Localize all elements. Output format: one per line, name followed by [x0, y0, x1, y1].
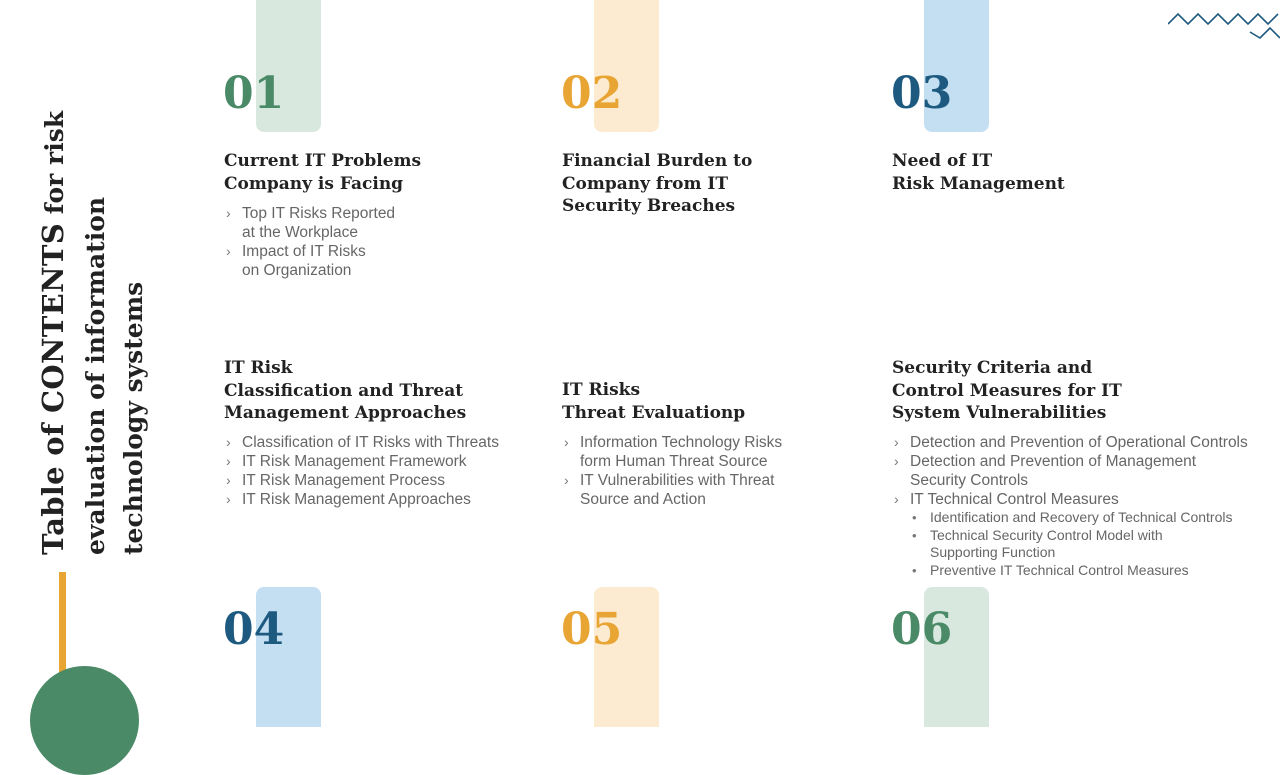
- section-list-5: [562, 433, 862, 509]
- section-heading-2: Financial Burden to Company from IT Security Breaches: [562, 151, 753, 216]
- list-item: › IT Technical Control Measures • Identification and Recovery of Technical Controls • Technical Security Control Model with Supporting Function • Preventive IT Technical Control Measures: [892, 490, 1272, 579]
- section-heading-4: IT Risk Classification and Threat Management Approaches: [224, 358, 467, 423]
- list-item: › Top IT Risks Reported at the Workplace: [226, 205, 396, 241]
- section-number-02: 02: [561, 68, 623, 119]
- list-item: › Classification of IT Risks with Threats: [226, 434, 499, 451]
- section-number-05: 05: [561, 604, 623, 655]
- section-number-06: 06: [891, 604, 953, 655]
- list-item: › IT Vulnerabilities with Threat Source and Action: [564, 472, 775, 508]
- green-circle-decoration: [30, 666, 139, 775]
- section-number-04: 04: [223, 604, 285, 655]
- sub-list: [910, 509, 1272, 579]
- list-item: › Impact of IT Risks on Organization: [226, 243, 366, 279]
- section-number-01: 01: [223, 68, 285, 119]
- title-line-2: evaluation of information: [81, 196, 110, 555]
- section-list-1: [224, 204, 524, 280]
- section-number-03: 03: [891, 68, 953, 119]
- sub-list-item: • Technical Security Control Model with Supporting Function: [912, 526, 1163, 560]
- list-item: › IT Risk Management Process: [226, 472, 446, 489]
- title-line-1: Table of CONTENTS for risk: [36, 110, 70, 555]
- zigzag-decoration: [1168, 10, 1280, 42]
- sub-list-item: • Preventive IT Technical Control Measures: [912, 561, 1189, 578]
- section-heading-1: Current IT Problems Company is Facing: [224, 151, 422, 194]
- section-heading-5: IT Risks Threat Evaluationp: [562, 380, 746, 423]
- page-title: [34, 85, 153, 555]
- section-heading-3: Need of IT Risk Management: [892, 151, 1065, 194]
- title-line-3: technology systems: [119, 281, 148, 555]
- list-item: › Detection and Prevention of Management Security Controls: [894, 453, 1197, 489]
- list-item: › IT Risk Management Approaches: [226, 491, 471, 508]
- list-item: › Detection and Prevention of Operational Controls: [894, 434, 1248, 451]
- section-list-6: [892, 433, 1272, 579]
- section-list-4: [224, 433, 544, 509]
- sub-list-item: • Identification and Recovery of Technical Controls: [912, 509, 1233, 525]
- list-item: › Information Technology Risks form Human Threat Source: [564, 434, 783, 470]
- list-item: › IT Risk Management Framework: [226, 453, 467, 470]
- section-heading-6: Security Criteria and Control Measures for IT System Vulnerabilities: [892, 358, 1122, 423]
